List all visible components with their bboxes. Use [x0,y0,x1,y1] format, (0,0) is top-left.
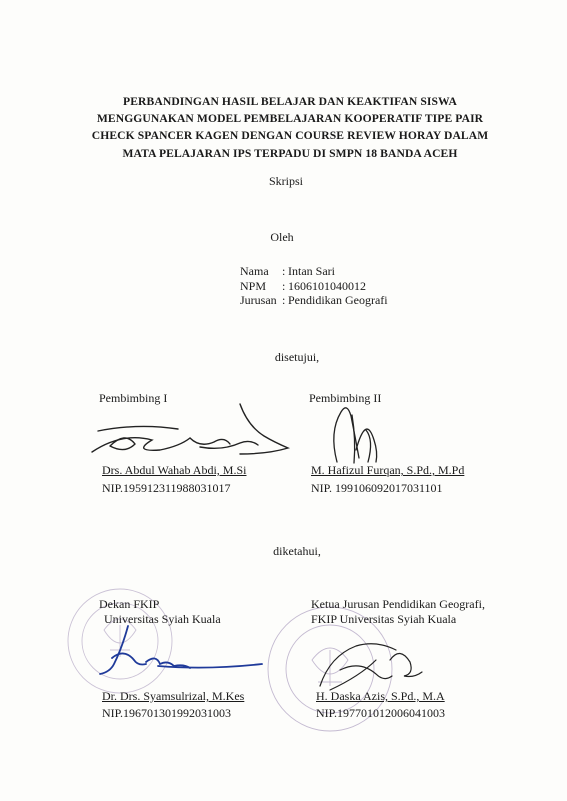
author-info [240,264,388,308]
signature-dean [100,626,262,674]
dean-role: Dekan FKIP [99,597,160,611]
author-key: NPM [240,278,267,293]
author-separator: : [282,278,286,293]
head-role: Ketua Jurusan Pendidikan Geografi, [311,597,485,611]
author-key: Jurusan [240,293,277,308]
head-name: H. Daska Azis, S.Pd., M.A [316,689,445,703]
title-line: PERBANDINGAN HASIL BELAJAR DAN KEAKTIFAN SISWA [123,95,457,108]
advisor2-role: Pembimbing II [309,391,382,405]
head-nip: NIP.197701012006041003 [316,706,446,720]
by-label: Oleh [270,230,294,244]
advisor1-name: Drs. Abdul Wahab Abdi, M.Si [102,463,247,477]
head-institution: FKIP Universitas Syiah Kuala [311,612,457,626]
title-line: CHECK SPANCER KAGEN DENGAN COURSE REVIEW HORAY DALAM [91,129,489,143]
author-row [240,264,388,279]
author-row [240,293,388,308]
author-separator: : [282,264,286,278]
title-line: MATA PELAJARAN IPS TERPADU DI SMPN 18 BANDA ACEH [122,146,458,160]
signature-head [320,644,422,690]
title-line: MENGGUNAKAN MODEL PEMBELAJARAN KOOPERATIF TIPE PAIR [96,112,484,126]
advisor1-nip: NIP.195912311988031017 [102,481,231,495]
author-value: Intan Sari [288,264,335,278]
author-row [240,279,388,294]
author-key: Nama [240,264,269,278]
signature-advisor2 [334,408,377,463]
author-separator: : [282,293,286,308]
signature-advisor1 [92,404,288,454]
dean-institution: Universitas Syiah Kuala [104,612,221,626]
dean-name: Dr. Drs. Syamsulrizal, M.Kes [102,689,245,703]
author-value: Pendidikan Geografi [288,293,388,308]
advisor2-name: M. Hafizul Furqan, S.Pd., M.Pd [311,463,465,477]
approved-label: disetujui, [274,350,320,364]
acknowledged-label: diketahui, [273,544,321,558]
advisor2-nip: NIP. 199106092017031101 [311,481,443,495]
document-type: Skripsi [268,174,303,188]
thesis-title [60,93,520,162]
advisor1-role: Pembimbing I [99,391,168,405]
author-value: 1606101040012 [288,278,366,293]
dean-nip: NIP.196701301992031003 [102,706,232,720]
